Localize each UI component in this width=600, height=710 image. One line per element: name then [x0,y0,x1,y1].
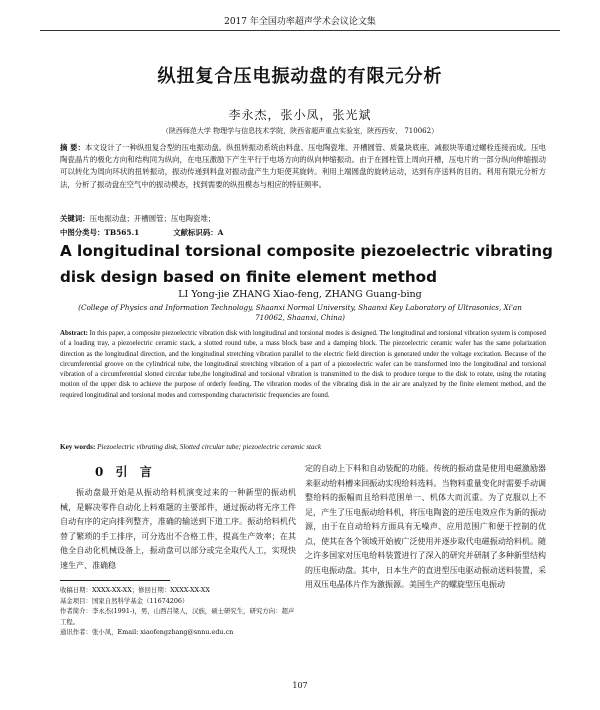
abstract-en [60,329,546,401]
doc-code-label: 文献标识码： [173,228,218,237]
authors-en: LI Yong-jie ZHANG Xiao-feng, ZHANG Guang-bing [178,289,422,300]
doc-code [173,228,223,237]
keywords-cn-text: 压电振动盘；开槽圆管；压电陶瓷堆； [89,214,216,223]
running-header: 2017 年全国功率超声学术会议论文集 [40,14,560,31]
footnote-author-bio: 作者简介：李永杰(1991-)，男，山西吕梁人，汉族，硕士研究生，研究方向：超声工程。 [60,607,295,626]
keywords-cn-label: 关键词： [60,214,90,223]
footnote-divider [60,580,170,581]
classification-line [60,227,546,238]
abstract-cn [60,142,546,191]
keywords-en [60,443,546,451]
footnote-funding: 基金项目：国家自然科学基金（11674206） [60,596,189,605]
page-number: 107 [292,681,308,690]
class-number [60,228,139,237]
footnote-received: 收稿日期：XXXX-XX-XX；修回日期：XXXX-XX-XX [60,586,210,594]
affiliation-en: (College of Physics and Information Technology, Shaanxi Normal University, Shaanxi Key Laboratory of Ultrasonics, Xi'an 710062, Shaanxi, China) [78,303,522,322]
footnote-corresponding: 通讯作者：张小凤，Email: xiaofengzhang@snnu.edu.cn [60,628,234,637]
paper-title-en: A longitudinal torsional composite piezoelectric vibrating disk design based on finite element method [60,242,553,286]
abstract-en-label: Abstract: [60,330,88,337]
abstract-cn-text: 本文设计了一种纵扭复合型的压电振动盘。纵扭转振动系统由料盘、压电陶瓷堆、开槽圆管、质量块底座、减振块等通过螺栓连接而成。压电陶瓷晶片的极化方向和结构同为纵向，在电压激励下产生平行于电场方向的纵向伸缩振动。由于在圆柱管上周向开槽，压电片的一部分纵向伸缩振动可以转化为周向环状的扭转振动，振动传递到料盘对振动盘产生力矩使其旋转。利用上端圆盘的旋转运动，达到有序送料的目的。利用有限元分析方法，分析了振动盘在空气中的振动模态，找到需要的纵扭模态与相应的特征频率。 [60,143,546,189]
abstract-cn-label: 摘 要： [60,143,85,152]
class-number-value: TB565.1 [104,228,140,237]
section-heading-intro: 0 引 言 [95,465,156,479]
affiliation-cn: （陕西师范大学 物理学与信息技术学院，陕西省超声重点实验室，陕西西安， 710062） [161,127,439,135]
paper-title-cn: 纵扭复合压电振动盘的有限元分析 [157,66,443,87]
keywords-en-text: Piezoelectric vibrating disk, Slotted circular tube; piezoelectric ceramic stack [97,443,322,451]
keywords-en-label: Key words: [60,443,96,451]
abstract-en-text: In this paper, a composite piezoelectric vibration disk with longitudinal and torsional modes is designed. The longitudinal and torsional vibration system is composed of a loading tray, a piezoelectric ceramic stack, a slotted round tube, a mass block base and a damping block. The piezoelectric ceramic wafer has the same polarization direction as the longitudinal direction, and the longitudinal stretching vibration parallel to the electric field direction is generated under the voltage excitation. Because of the circumferential groove on the cylindrical tube, the longitudinal stretching vibration of a part of a piezoelectric wafer can be transformed into the longitudinal and torsional vibration of a circumferential slotted circular tube,the longitudinal and torsional vibration is transmitted to the disk to produce torque to the disk to rotate, using the rotating motion of the upper disk to achieve the purpose of orderly feeding. The vibration modes of the vibrating disk in the air are analyzed by the finite element method, and the required longitudinal and torsional modes and corresponding characteristic frequencies are found. [60,330,546,399]
footnote-block [60,585,300,638]
intro-right-column: 定的自动上下料和自动装配的功能。传统的振动盘是使用电磁激励器来驱动给料槽来回振动实现给料选料。当物料重量变化时需要手动调整给料的振幅而且给料范围单一、机体大而沉重。为了克服以上不足，产生了压电振动给料机，将压电陶瓷的逆压电效应作为新的振动源，由于在自动给料方面具有无噪声、应用范围广和便于控制的优点，使其在各个领域开始被广泛使用并逐步取代电磁振动给料机。随之许多国家对压电给料装置进行了深入的研究并研制了多种新型结构的压电振动盘。其中，日本生产的直进型压电驱动振动送料装置，采用双压电晶体片作为激振源。美国生产的螺旋型压电振动 [305,464,546,589]
class-number-label: 中图分类号： [60,228,105,237]
keywords-cn [60,213,546,224]
doc-code-value: A [217,228,224,237]
intro-left-column: 振动盘最开始是从振动给料机演变过来的一种新型的振动机械，是解决零件自动化上料难题的主要部件，通过振动将无序工件自动有序的定向排列整齐，准确的输送到下道工序。振动给料机代替了繁琐的手工排序，可分选出不合格工件，提高生产效率；在其他全自动化机械设备上，振动盘可以部分或完全取代人工，实现快速生产、准确稳 [60,488,296,570]
authors-cn: 李永杰，张小凤，张光斌 [228,108,372,122]
